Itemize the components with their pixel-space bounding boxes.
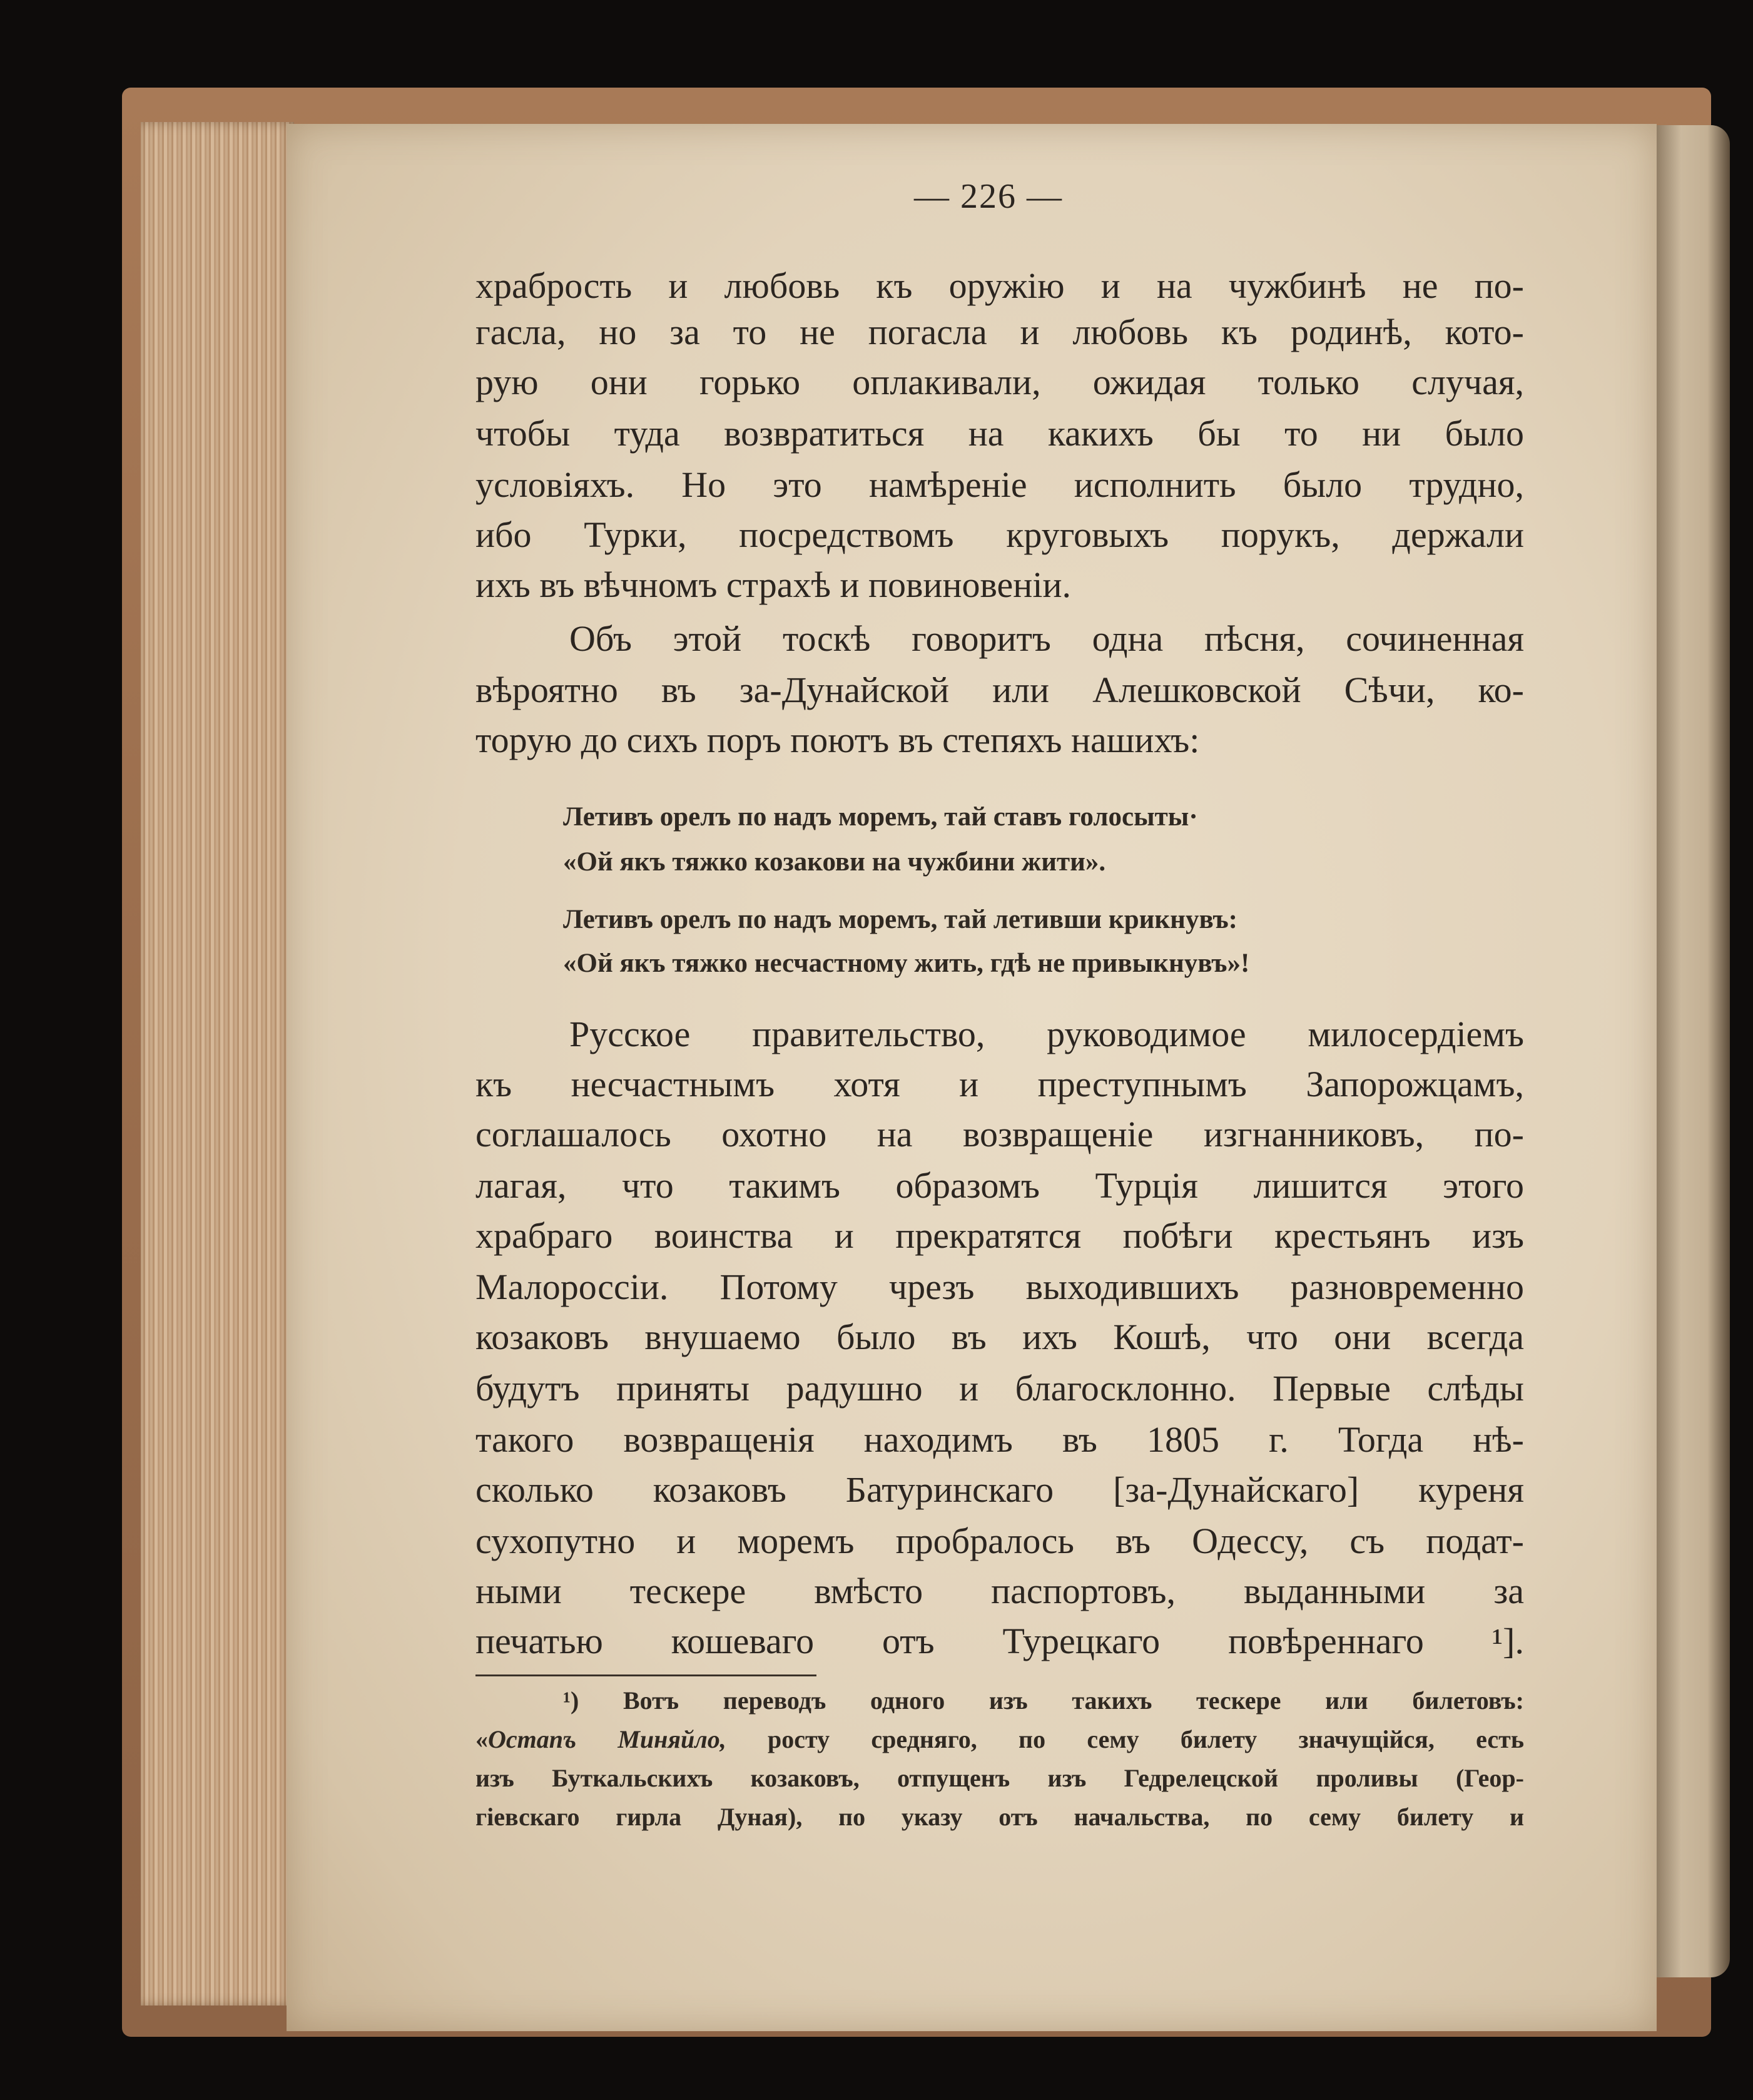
text-line: лагая, что такимъ образомъ Турція лишится этого: [475, 1165, 1524, 1206]
footnote-quote: «: [475, 1725, 488, 1753]
page-text: [475, 0, 1524, 2100]
text-line: условіяхъ. Но это намѣреніе исполнить было трудно,: [475, 464, 1524, 505]
text-line: гасла, но за то не погасла и любовь къ родинѣ, кото-: [475, 312, 1524, 352]
verse-line: «Ой якъ тяжко козакови на чужбини жити».: [563, 847, 1106, 877]
footnote-text: росту средняго, по сему билету значущійся, есть: [726, 1725, 1524, 1753]
footnote-line: изъ Буткальскихъ козаковъ, отпущенъ изъ Гедрелецской проливы (Геор-: [475, 1764, 1524, 1792]
text-line: вѣроятно въ за-Дунайской или Алешковской Сѣчи, ко-: [475, 670, 1524, 710]
verse-line: Летивъ орелъ по надъ моремъ, тай летивши крикнувъ:: [563, 905, 1237, 934]
text-line: рую они горько оплакивали, ожидая только случая,: [475, 362, 1524, 402]
text-line: Малороссіи. Потому чрезъ выходившихъ разновременно: [475, 1267, 1524, 1307]
text-line: торую до сихъ поръ поютъ въ степяхъ нашихъ:: [475, 720, 1200, 760]
footnote-line: ¹) Вотъ переводъ одного изъ такихъ тескере или билетовъ:: [563, 1686, 1524, 1715]
facing-page-edge: [1655, 125, 1730, 1977]
text-line: соглашалось охотно на возвращеніе изгнанниковъ, по-: [475, 1114, 1524, 1154]
text-line: храбраго воинства и прекратятся побѣги крестьянъ изъ: [475, 1215, 1524, 1256]
text-line: такого возвращенія находимъ въ 1805 г. Тогда нѣ-: [475, 1419, 1524, 1460]
text-line: сухопутно и моремъ пробралось въ Одессу, съ подат-: [475, 1521, 1524, 1561]
footnote-line: гіевскаго гирла Дуная), по указу отъ начальства, по сему билету и: [475, 1803, 1524, 1831]
text-line: Объ этой тоскѣ говоритъ одна пѣсня, сочиненная: [569, 618, 1524, 659]
verse-line: Летивъ орелъ по надъ моремъ, тай ставъ голосыты·: [563, 802, 1198, 832]
text-line: ихъ въ вѣчномъ страхѣ и повиновеніи.: [475, 564, 1071, 605]
verse-line: «Ой якъ тяжко несчастному жить, гдѣ не привыкнувъ»!: [563, 949, 1250, 978]
footnote-line: [475, 1727, 1524, 1752]
text-line: храбрость и любовь къ оружію и на чужбинѣ не по-: [475, 265, 1524, 306]
footnote-rule: [475, 1674, 816, 1676]
text-line: козаковъ внушаемо было въ ихъ Кошѣ, что они всегда: [475, 1317, 1524, 1357]
text-line: къ несчастнымъ хотя и преступнымъ Запорожцамъ,: [475, 1064, 1524, 1104]
page-edges-left: [141, 122, 294, 2006]
text-line: ными тескере вмѣсто паспортовъ, выданными за: [475, 1571, 1524, 1611]
text-line: Русское правительство, руководимое милосердіемъ: [569, 1014, 1524, 1054]
text-line: будутъ приняты радушно и благосклонно. Первые слѣды: [475, 1368, 1524, 1409]
text-line: чтобы туда возвратиться на какихъ бы то ни было: [475, 413, 1524, 454]
text-line: печатью кошеваго отъ Турецкаго повѣреннаго ¹].: [475, 1621, 1524, 1661]
footnote-name: Остапъ Миняйло,: [488, 1725, 726, 1753]
page-number: — 226 —: [914, 177, 1063, 216]
text-line: сколько козаковъ Батуринскаго [за-Дунайскаго] куреня: [475, 1469, 1524, 1510]
text-line: ибо Турки, посредствомъ круговыхъ порукъ, держали: [475, 514, 1524, 555]
